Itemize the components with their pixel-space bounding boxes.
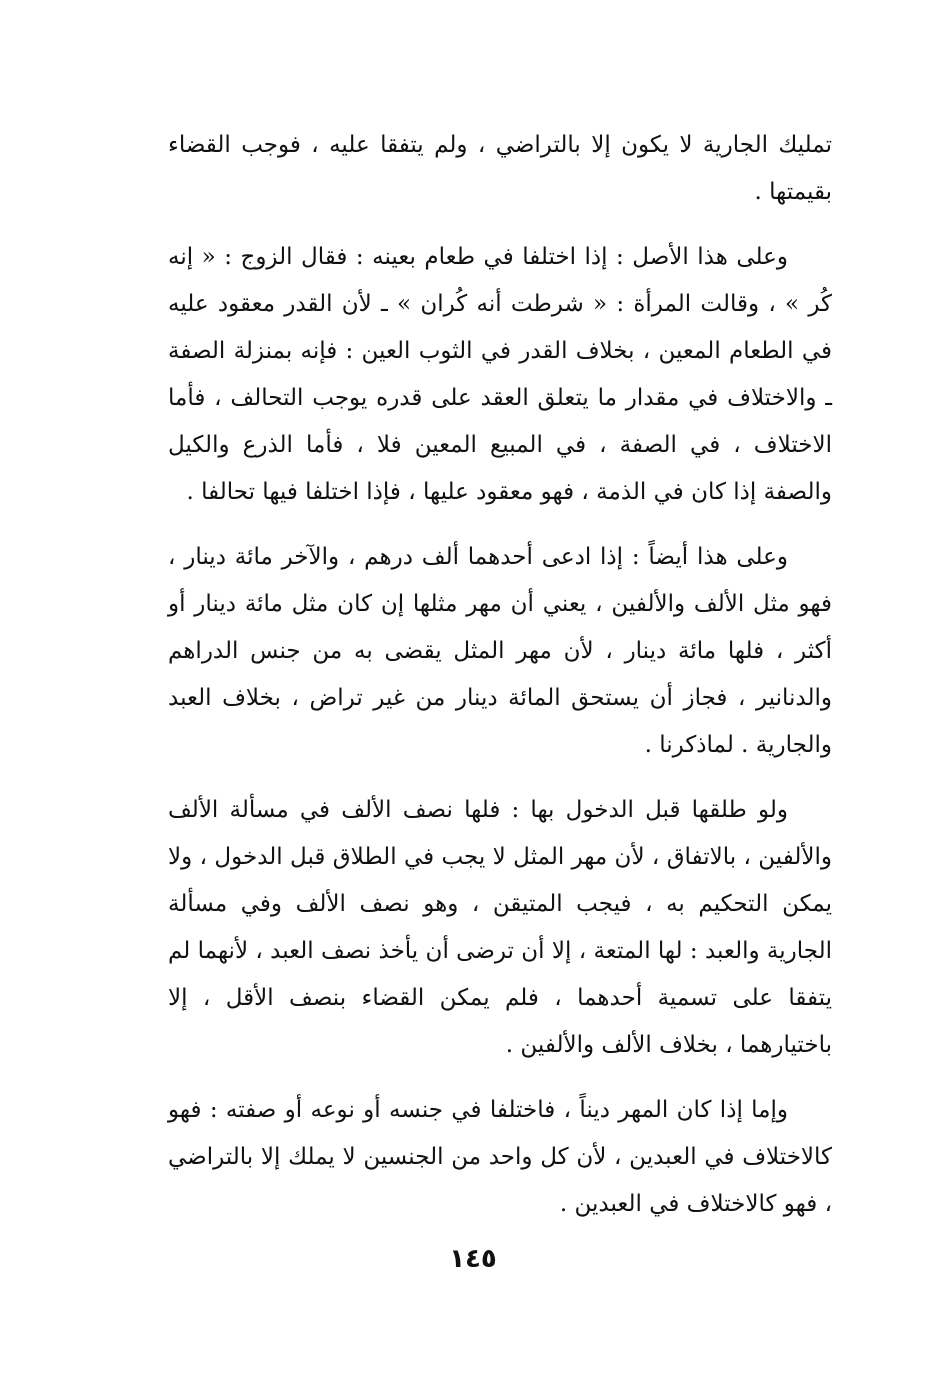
body-text [168,122,832,1246]
paragraph-1: تمليك الجارية لا يكون إلا بالتراضي ، ولم يتفقا عليه ، فوجب القضاء بقيمتها . [168,132,832,205]
paragraph-2: وعلى هذا الأصل : إذا اختلفا في طعام بعينه : فقال الزوج : « إنه كُر » ، وقالت المرأة : « شرطت أنه كُران » ـ لأن القدر معقود عليه في الطعام المعين ، بخلاف القدر في الثوب العين : فإنه بمنزلة الصفة ـ والاختلاف في مقدار ما يتعلق العقد على قدره يوجب التحالف ، فأما الاختلاف ، في الصفة ، في المبيع المعين فلا ، فأما الذرع والكيل والصفة إذا كان في الذمة ، فهو معقود عليها ، فإذا اختلفا فيها تحالفا . [168,244,832,505]
paragraph-3: وعلى هذا أيضاً : إذا ادعى أحدهما ألف درهم ، والآخر مائة دينار ، فهو مثل الألف والألفين ، يعني أن مهر مثلها إن كان مثل مائة دينار أو أكثر ، فلها مائة دينار ، لأن مهر المثل يقضى به من جنس الدراهم والدنانير ، فجاز أن يستحق المائة دينار من غير تراض ، بخلاف العبد والجارية . لماذكرنا . [168,544,832,758]
paragraph-4: ولو طلقها قبل الدخول بها : فلها نصف الألف في مسألة الألف والألفين ، بالاتفاق ، لأن مهر المثل لا يجب في الطلاق قبل الدخول ، ولا يمكن التحكيم به ، فيجب المتيقن ، وهو نصف الألف وفي مسألة الجارية والعبد : لها المتعة ، إلا أن ترضى أن يأخذ نصف العبد ، لأنهما لم يتفقا على تسمية أحدهما ، فلم يمكن القضاء بنصف الأقل ، إلا باختيارهما ، بخلاف الألف والألفين . [168,797,832,1058]
page-number: ١٤٥ [449,1244,497,1274]
paragraph-5: وإما إذا كان المهر ديناً ، فاختلفا في جنسه أو نوعه أو صفته : فهو كالاختلاف في العبدين ، لأن كل واحد من الجنسين لا يملك إلا بالتراضي ، فهو كالاختلاف في العبدين . [168,1097,832,1217]
